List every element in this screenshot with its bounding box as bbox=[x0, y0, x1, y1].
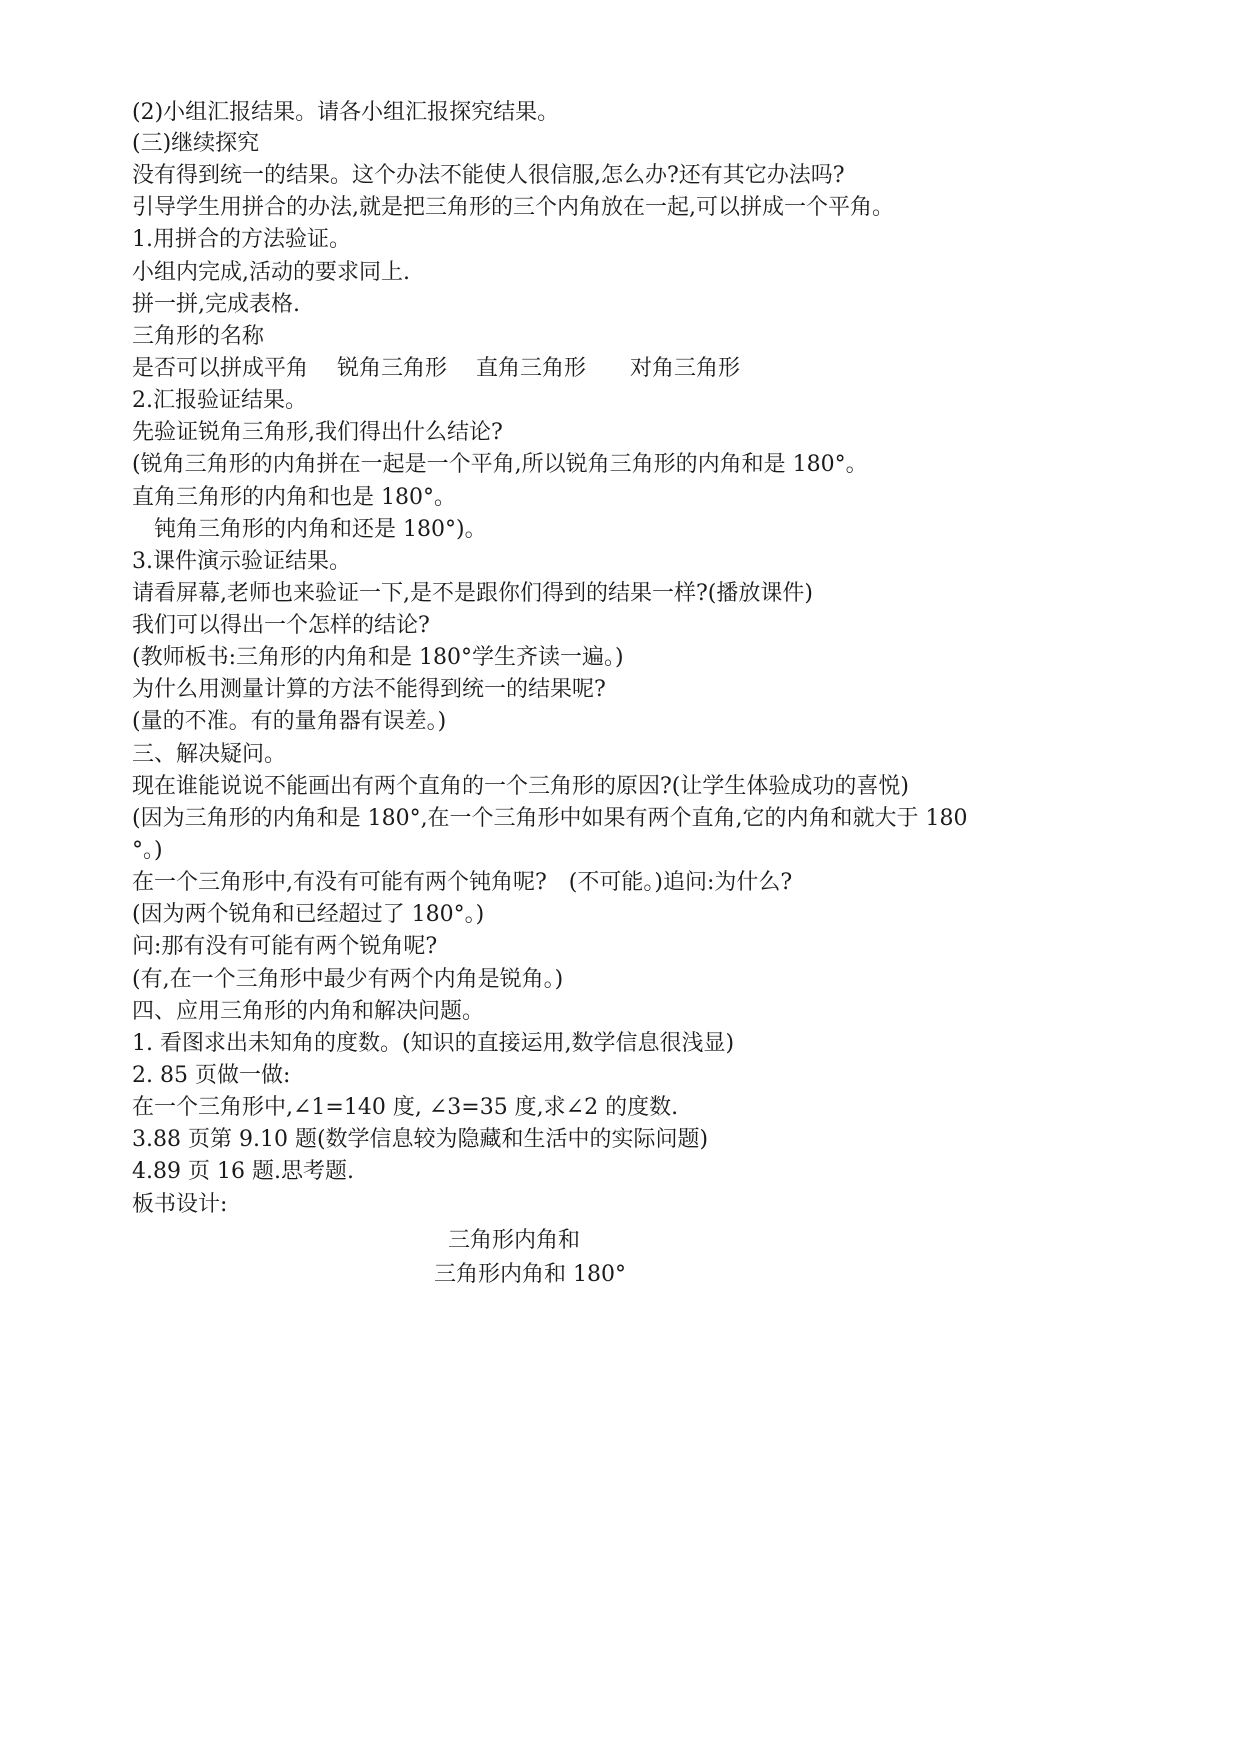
text-line: (因为三角形的内角和是 180°,在一个三角形中如果有两个直角,它的内角和就大于 180 bbox=[132, 806, 968, 831]
text-line: (2)小组汇报结果。请各小组汇报探究结果。 bbox=[132, 100, 560, 125]
text-line: 2.汇报验证结果。 bbox=[132, 388, 307, 413]
text-line: 四、应用三角形的内角和解决问题。 bbox=[132, 999, 485, 1024]
text-line: (因为两个锐角和已经超过了 180°。) bbox=[132, 902, 485, 927]
text-line: 3.课件演示验证结果。 bbox=[132, 549, 351, 574]
text-line: 问:那有没有可能有两个锐角呢? bbox=[132, 934, 438, 959]
text-line: 2. 85 页做一做: bbox=[132, 1063, 291, 1088]
text-line: 请看屏幕,老师也来验证一下,是不是跟你们得到的结果一样?(播放课件) bbox=[132, 581, 813, 606]
text-line: 引导学生用拼合的办法,就是把三角形的三个内角放在一起,可以拼成一个平角。 bbox=[132, 195, 894, 220]
board-title: 三角形内角和 bbox=[448, 1228, 581, 1253]
text-line: (教师板书:三角形的内角和是 180°学生齐读一遍。) bbox=[132, 645, 624, 670]
text-line: 在一个三角形中,∠1=140 度, ∠3=35 度,求∠2 的度数. bbox=[132, 1095, 679, 1120]
text-line: 没有得到统一的结果。这个办法不能使人很信服,怎么办?还有其它办法吗? bbox=[132, 163, 845, 188]
text-line: 三角形的名称 bbox=[132, 324, 265, 349]
text-line: 在一个三角形中,有没有可能有两个钝角呢? (不可能。)追问:为什么? bbox=[132, 870, 793, 895]
text-line: 4.89 页 16 题.思考题. bbox=[132, 1159, 354, 1184]
text-line: (量的不准。有的量角器有误差。) bbox=[132, 709, 447, 734]
text-line: 1.用拼合的方法验证。 bbox=[132, 227, 351, 252]
text-line: 3.88 页第 9.10 题(数学信息较为隐藏和生活中的实际问题) bbox=[132, 1127, 709, 1152]
text-line: 拼一拼,完成表格. bbox=[132, 292, 300, 317]
text-line: °。) bbox=[132, 838, 163, 863]
board-subtitle: 三角形内角和 180° bbox=[434, 1262, 626, 1287]
text-line: 1. 看图求出未知角的度数。(知识的直接运用,数学信息很浅显) bbox=[132, 1031, 735, 1056]
text-line: 为什么用测量计算的方法不能得到统一的结果呢? bbox=[132, 677, 606, 702]
text-line: (锐角三角形的内角拼在一起是一个平角,所以锐角三角形的内角和是 180°。 bbox=[132, 452, 868, 477]
text-line: 直角三角形的内角和也是 180°。 bbox=[132, 485, 456, 510]
text-line: 钝角三角形的内角和还是 180°)。 bbox=[132, 517, 487, 542]
text-line: 三、解决疑问。 bbox=[132, 742, 287, 767]
text-line: 我们可以得出一个怎样的结论? bbox=[132, 613, 430, 638]
text-line: (有,在一个三角形中最少有两个内角是锐角。) bbox=[132, 967, 564, 992]
text-line: 现在谁能说说不能画出有两个直角的一个三角形的原因?(让学生体验成功的喜悦) bbox=[132, 774, 909, 799]
text-line: 是否可以拼成平角 锐角三角形 直角三角形 对角三角形 bbox=[132, 356, 740, 381]
text-line: 先验证锐角三角形,我们得出什么结论? bbox=[132, 420, 503, 445]
text-line: 小组内完成,活动的要求同上. bbox=[132, 260, 410, 285]
text-line: 板书设计: bbox=[132, 1192, 228, 1217]
text-line: (三)继续探究 bbox=[132, 131, 260, 156]
